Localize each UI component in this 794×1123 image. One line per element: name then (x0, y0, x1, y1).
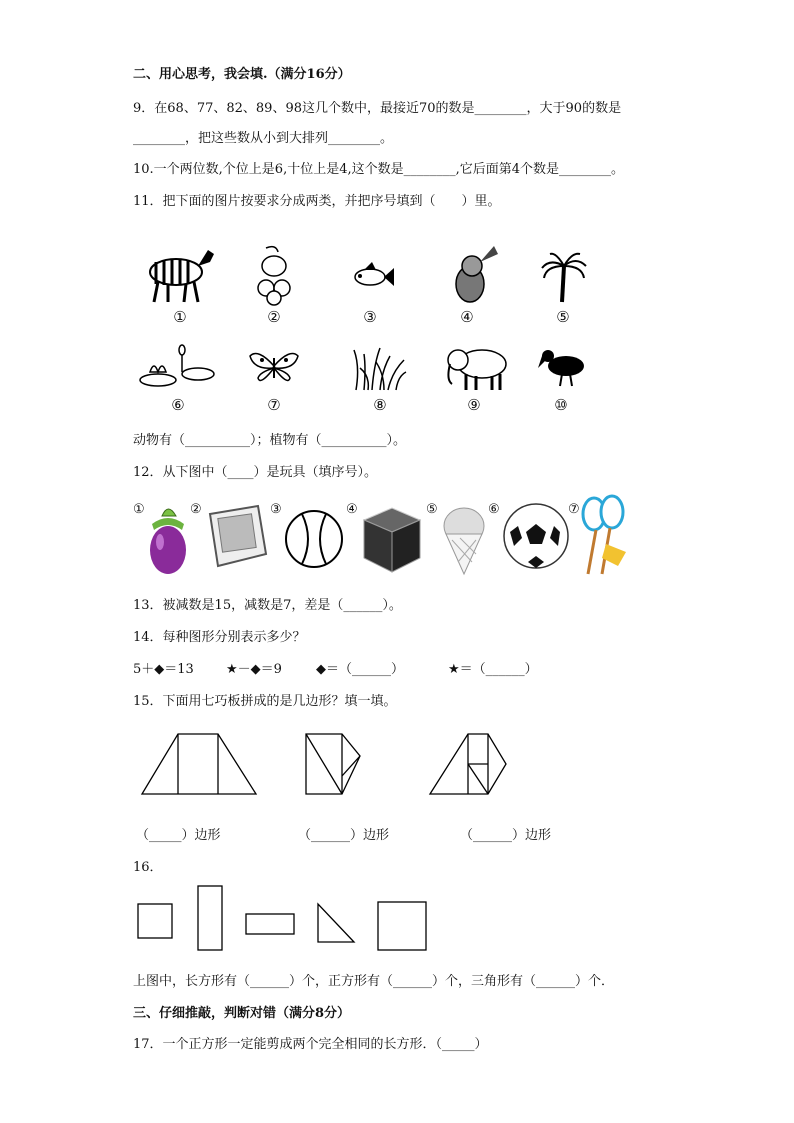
q12-label-5: ⑤ (426, 502, 438, 517)
q16-text: 16． (133, 860, 163, 875)
q10-text: 10.一个两位数,个位上是6,十位上是4,这个数是________,它后面第4个数是________。 (133, 162, 625, 177)
tangram-hexagon-figure (428, 732, 510, 798)
q12-label-6: ⑥ (488, 502, 500, 517)
wide-rectangle-shape (246, 914, 294, 934)
tall-rectangle-shape (198, 886, 222, 950)
q9-line1: 9．在68、77、82、89、98这几个数中，最接近70的数是________，大于90的数是 (133, 101, 622, 116)
q11-label-5: ⑤ (556, 308, 570, 326)
q13-text: 13．被减数是15，减数是7，差是（______）。 (133, 598, 402, 613)
badminton-racket-picture (578, 494, 630, 578)
palm-tree-picture (540, 252, 588, 304)
q14-eq4: ★＝（______） (448, 662, 538, 677)
section-2-title: 二、用心思考，我会填.（满分16分） (133, 67, 351, 82)
fruit-picture (256, 244, 296, 306)
large-square-shape (378, 902, 426, 950)
q12-text: 12．从下图中（____）是玩具（填序号）。 (133, 465, 378, 480)
box-picture (204, 504, 268, 570)
bird-picture (538, 346, 588, 386)
q11-label-9: ⑨ (467, 396, 481, 414)
q11-text: 11．把下面的图片按要求分成两类，并把序号填到（ ）里。 (133, 194, 501, 209)
ice-cream-picture (440, 502, 488, 574)
grass-picture (350, 346, 408, 390)
q11-label-3: ③ (363, 308, 377, 326)
flower-plant-picture (450, 244, 500, 304)
q11-label-4: ④ (460, 308, 474, 326)
elephant-picture (442, 344, 512, 392)
q17-text: 17．一个正方形一定能剪成两个完全相同的长方形．（_____） (133, 1037, 488, 1052)
q16-shapes-figure (136, 884, 436, 954)
q12-label-4: ④ (346, 502, 358, 517)
q14-eq3: ◆＝（______） (316, 662, 404, 677)
q12-label-2: ② (190, 502, 202, 517)
q14-eq2: ★－◆＝9 (226, 662, 282, 677)
q12-label-1: ① (133, 502, 145, 517)
q11-label-1: ① (173, 308, 187, 326)
fish-picture (350, 262, 394, 292)
triangle-shape (318, 904, 354, 942)
q12-label-3: ③ (270, 502, 282, 517)
q14-eq1: 5＋◆＝13 (133, 662, 194, 677)
q14-text: 14．每种图形分别表示多少？ (133, 630, 306, 645)
lotus-picture (136, 344, 218, 392)
soccer-ball-picture (500, 502, 572, 570)
q15-answer-2: （______）边形 (298, 828, 390, 843)
q9-line2: ________，把这些数从小到大排列________。 (133, 131, 394, 146)
q11-label-7: ⑦ (267, 396, 281, 414)
butterfly-picture (248, 348, 300, 386)
small-square-shape (138, 904, 172, 938)
tangram-trapezoid-figure (140, 732, 260, 798)
tangram-pentagon-figure (304, 732, 364, 798)
q15-answer-1: （_____）边形 (136, 828, 221, 843)
eggplant-picture (146, 502, 190, 576)
q11-label-6: ⑥ (171, 396, 185, 414)
q11-answer: 动物有（__________）；植物有（__________）。 (133, 433, 407, 448)
cube-picture (360, 504, 424, 574)
q11-label-2: ② (267, 308, 281, 326)
ball-picture (284, 508, 344, 570)
q15-answer-3: （______）边形 (460, 828, 552, 843)
zebra-picture (138, 240, 216, 304)
q11-label-8: ⑧ (373, 396, 387, 414)
section-3-title: 三、仔细推敲，判断对错（满分8分） (133, 1006, 351, 1021)
q15-text: 15．下面用七巧板拼成的是几边形？填一填。 (133, 694, 397, 709)
q12-label-7: ⑦ (568, 502, 580, 517)
q11-label-10: ⑩ (554, 396, 568, 414)
q16-answer: 上图中，长方形有（______）个，正方形有（______）个，三角形有（______）个． (133, 974, 615, 989)
